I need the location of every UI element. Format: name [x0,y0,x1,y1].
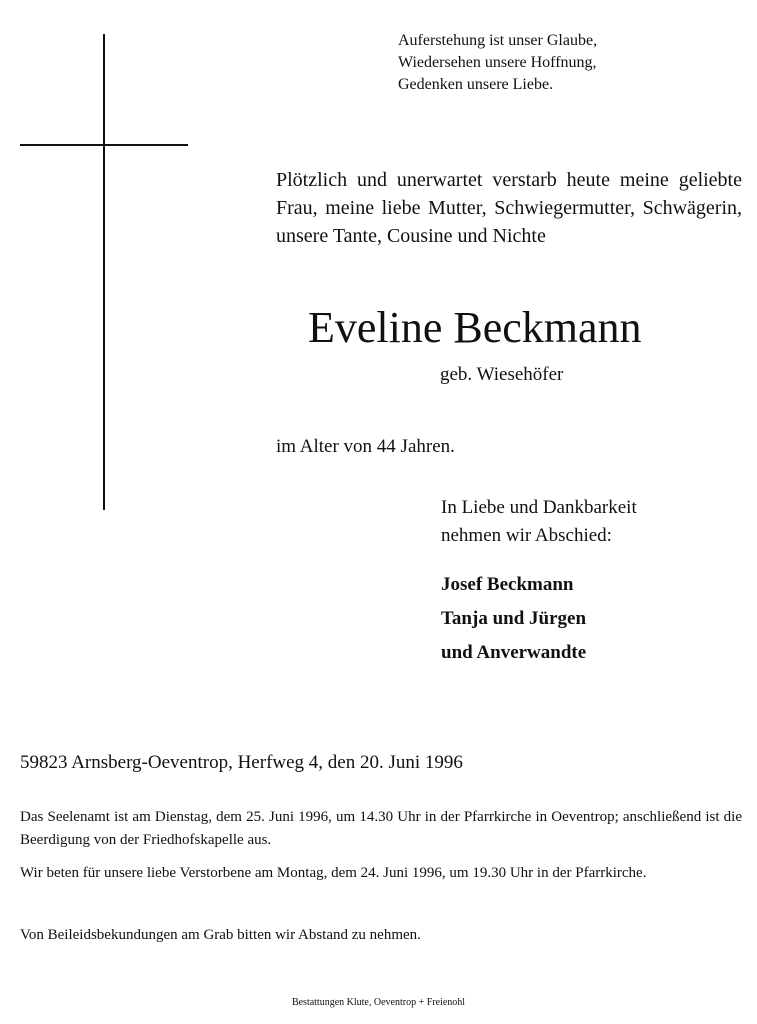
deceased-name: Eveline Beckmann [308,303,642,352]
undertaker-footer: Bestattungen Klute, Oeventrop + Freienohl [291,997,466,1008]
prayer-info: Wir beten für unsere liebe Verstorbene am Montag, dem 24. Juni 1996, um 19.30 Uhr in der Pfarrkirche. [20,865,647,881]
cross-icon-vertical-beam [103,34,105,510]
birth-name: geb. Wiesehöfer [440,364,564,385]
verse-line: Gedenken unsere Liebe. [398,76,554,93]
verse-line: Auferstehung ist unser Glaube, [398,32,598,49]
place-and-date: 59823 Arnsberg-Oeventrop, Herfweg 4, den 20. Juni 1996 [20,752,463,773]
requiem-info: Das Seelenamt ist am Dienstag, dem 25. Juni 1996, um 14.30 Uhr in der Pfarrkirche in Oeventrop; anschließend ist die Beerdigung von der Friedhofskapelle aus. [20,809,742,848]
mourner-name: Josef Beckmann [441,574,574,595]
farewell-text [441,494,637,550]
mourner-name: Tanja und Jürgen [441,608,587,629]
verse [398,30,698,96]
death-announcement: Plötzlich und unerwartet verstarb heute meine geliebte Frau, meine liebe Mutter, Schwiegermutter, Schwägerin, unsere Tante, Cousine und Nichte [276,169,742,247]
farewell-line: In Liebe und Dankbarkeit [441,497,637,518]
cross-icon-horizontal-beam [20,144,188,146]
verse-line: Wiedersehen unsere Hoffnung, [398,54,597,71]
farewell-line: nehmen wir Abschied: [441,525,612,546]
condolences-info: Von Beileidsbekundungen am Grab bitten wir Abstand zu nehmen. [20,927,421,943]
mourner-name: und Anverwandte [441,642,587,663]
mourners-list [441,568,586,670]
age-text: im Alter von 44 Jahren. [276,436,455,457]
